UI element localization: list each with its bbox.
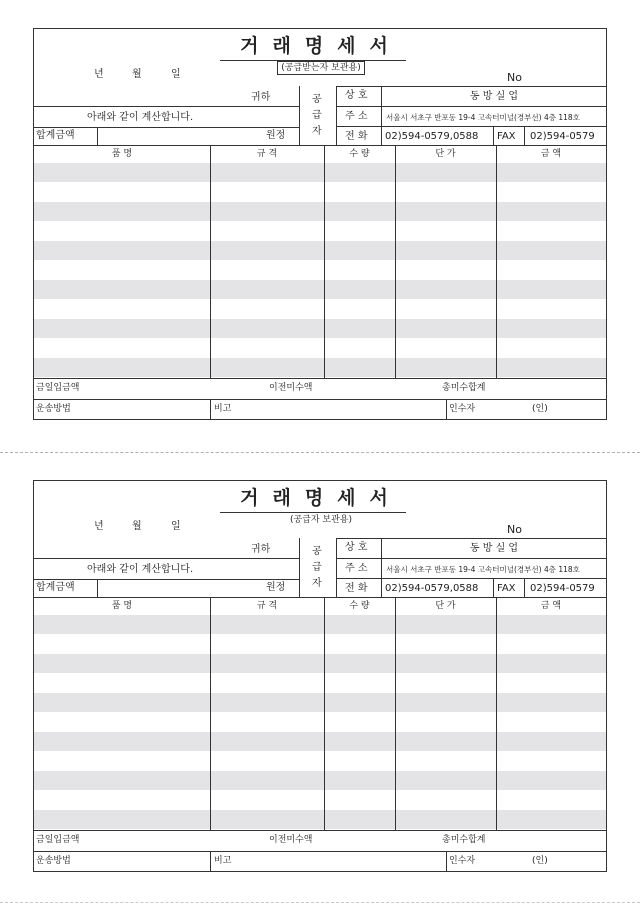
col-amount-header: 금 액: [540, 149, 562, 159]
supplier-label-1: 공: [312, 94, 322, 105]
previous-unpaid-label: 이전미수액: [269, 383, 313, 393]
supplier-label-2: 급: [312, 562, 322, 573]
supplier-label-1: 공: [312, 546, 322, 557]
number-label: No: [507, 71, 522, 84]
fax-label: FAX: [497, 131, 516, 142]
col-item-header: 품 명: [111, 601, 133, 611]
phone-label: 전 화: [345, 583, 368, 594]
bottom-cut-line: [0, 902, 640, 903]
statement-text: 아래와 같이 계산합니다.: [87, 564, 194, 575]
note-label: 비고: [214, 404, 232, 414]
company-label: 상 호: [345, 542, 368, 553]
supplier-label-2: 급: [312, 110, 322, 121]
date-month-label: 월: [132, 521, 142, 532]
company-name: 동 방 실 업: [469, 543, 519, 554]
address-label: 주 소: [345, 563, 368, 574]
col-amount-header: 금 액: [540, 601, 562, 611]
total-unpaid-label: 총미수합계: [442, 383, 486, 393]
supplier-label-3: 자: [312, 126, 322, 137]
number-label: No: [507, 523, 522, 536]
col-price-header: 단 가: [435, 601, 456, 611]
company-label: 상 호: [345, 90, 368, 101]
phone-label: 전 화: [345, 131, 368, 142]
won-label: 원정: [266, 582, 286, 593]
receiver-label: 인수자: [449, 856, 476, 866]
col-qty-header: 수 량: [349, 149, 370, 159]
date-day-label: 일: [171, 69, 181, 80]
form-subtitle: (공급받는자 보관용): [34, 64, 608, 73]
recipient-suffix: 귀하: [251, 544, 271, 555]
shipping-method-label: 운송방법: [36, 404, 71, 414]
total-amount-label: 합계금액: [36, 582, 75, 593]
seal-label: (인): [532, 856, 548, 866]
address-value: 서울시 서초구 반포동 19-4 고속터미널(경부선) 4층 118호: [386, 565, 580, 574]
paid-today-label: 금일입금액: [36, 835, 80, 845]
recipient-suffix: 귀하: [251, 92, 271, 103]
address-value: 서울시 서초구 반포동 19-4 고속터미널(경부선) 4층 118호: [386, 113, 580, 122]
receiver-label: 인수자: [449, 404, 476, 414]
supplier-label-3: 자: [312, 578, 322, 589]
total-unpaid-label: 총미수합계: [442, 835, 486, 845]
address-label: 주 소: [345, 111, 368, 122]
total-amount-label: 합계금액: [36, 130, 75, 141]
date-day-label: 일: [171, 521, 181, 532]
col-spec-header: 규 격: [256, 149, 278, 159]
date-month-label: 월: [132, 69, 142, 80]
transaction-statement-copy-1: [33, 28, 607, 420]
note-label: 비고: [214, 856, 232, 866]
shipping-method-label: 운송방법: [36, 856, 71, 866]
phone-value: 02)594-0579,0588: [385, 131, 479, 142]
form-title: 거래명세서: [240, 35, 402, 57]
fax-value: 02)594-0579: [530, 583, 595, 594]
form-subtitle: (공급자 보관용): [289, 515, 353, 525]
col-item-header: 품 명: [111, 149, 133, 159]
cut-line: [0, 452, 640, 453]
seal-label: (인): [532, 404, 548, 414]
won-label: 원정: [266, 130, 286, 141]
paid-today-label: 금일입금액: [36, 383, 80, 393]
previous-unpaid-label: 이전미수액: [269, 835, 313, 845]
date-year-label: 년: [94, 521, 104, 532]
date-year-label: 년: [94, 69, 104, 80]
transaction-statement-copy-2: [33, 480, 607, 872]
phone-value: 02)594-0579,0588: [385, 583, 479, 594]
fax-value: 02)594-0579: [530, 131, 595, 142]
col-spec-header: 규 격: [256, 601, 278, 611]
col-price-header: 단 가: [435, 149, 456, 159]
statement-text: 아래와 같이 계산합니다.: [87, 112, 194, 123]
form-title: 거래명세서: [240, 487, 402, 509]
fax-label: FAX: [497, 583, 516, 594]
company-name: 동 방 실 업: [469, 91, 519, 102]
col-qty-header: 수 량: [349, 601, 370, 611]
